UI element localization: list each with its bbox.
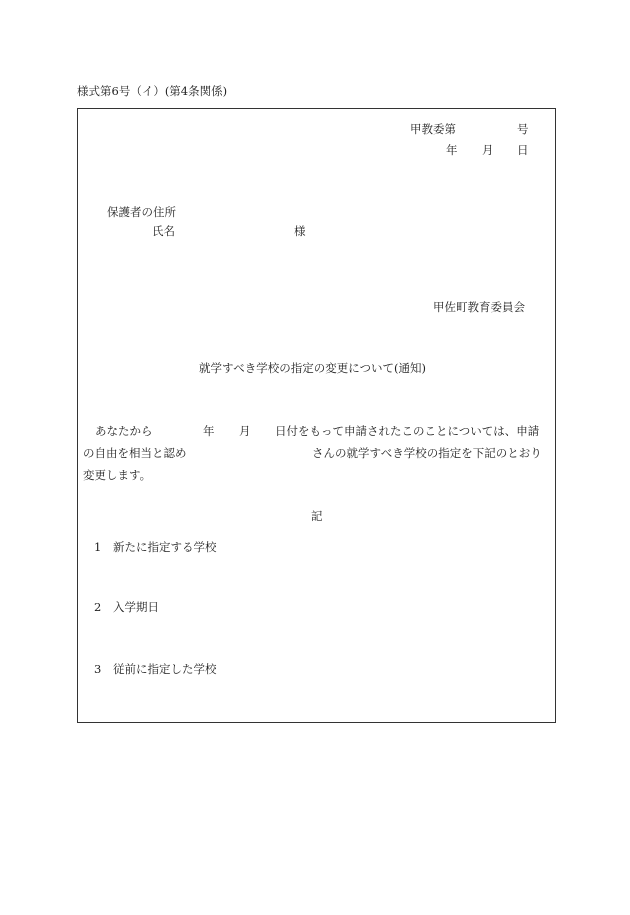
body-line1-start: あなたから bbox=[95, 424, 153, 438]
item-enrollment-date: 入学期日 bbox=[113, 600, 159, 614]
body-line2-end: さんの就学すべき学校の指定を下記のとおり bbox=[312, 446, 542, 460]
document-title: 就学すべき学校の指定の変更について(通知) bbox=[199, 361, 427, 375]
item-number: 3 bbox=[94, 662, 102, 676]
date-month: 月 bbox=[482, 143, 494, 157]
item-number: 2 bbox=[94, 600, 102, 614]
date-day: 日 bbox=[517, 143, 529, 157]
guardian-name-label: 氏名 bbox=[152, 224, 175, 238]
body-line1-year: 年 bbox=[203, 424, 215, 438]
item-previous-school: 従前に指定した学校 bbox=[113, 662, 217, 676]
body-line2-start: の自由を相当と認め bbox=[83, 446, 187, 460]
honorific: 様 bbox=[294, 224, 306, 238]
body-line1-month: 月 bbox=[239, 424, 251, 438]
date-year: 年 bbox=[446, 143, 458, 157]
form-label: 様式第6号（イ）(第4条関係) bbox=[77, 84, 228, 98]
ki-heading: 記 bbox=[311, 509, 323, 523]
item-number: 1 bbox=[94, 540, 102, 554]
guardian-address-label: 保護者の住所 bbox=[107, 205, 176, 219]
doc-number-prefix: 甲教委第 bbox=[410, 122, 456, 136]
notice-frame bbox=[77, 108, 556, 723]
sender-name: 甲佐町教育委員会 bbox=[433, 300, 525, 314]
body-line1-end: 日付をもって申請されたこのことについては、申請 bbox=[275, 424, 540, 438]
item-new-school: 新たに指定する学校 bbox=[113, 540, 217, 554]
doc-number-suffix: 号 bbox=[517, 122, 529, 136]
body-line3: 変更します。 bbox=[83, 468, 152, 482]
